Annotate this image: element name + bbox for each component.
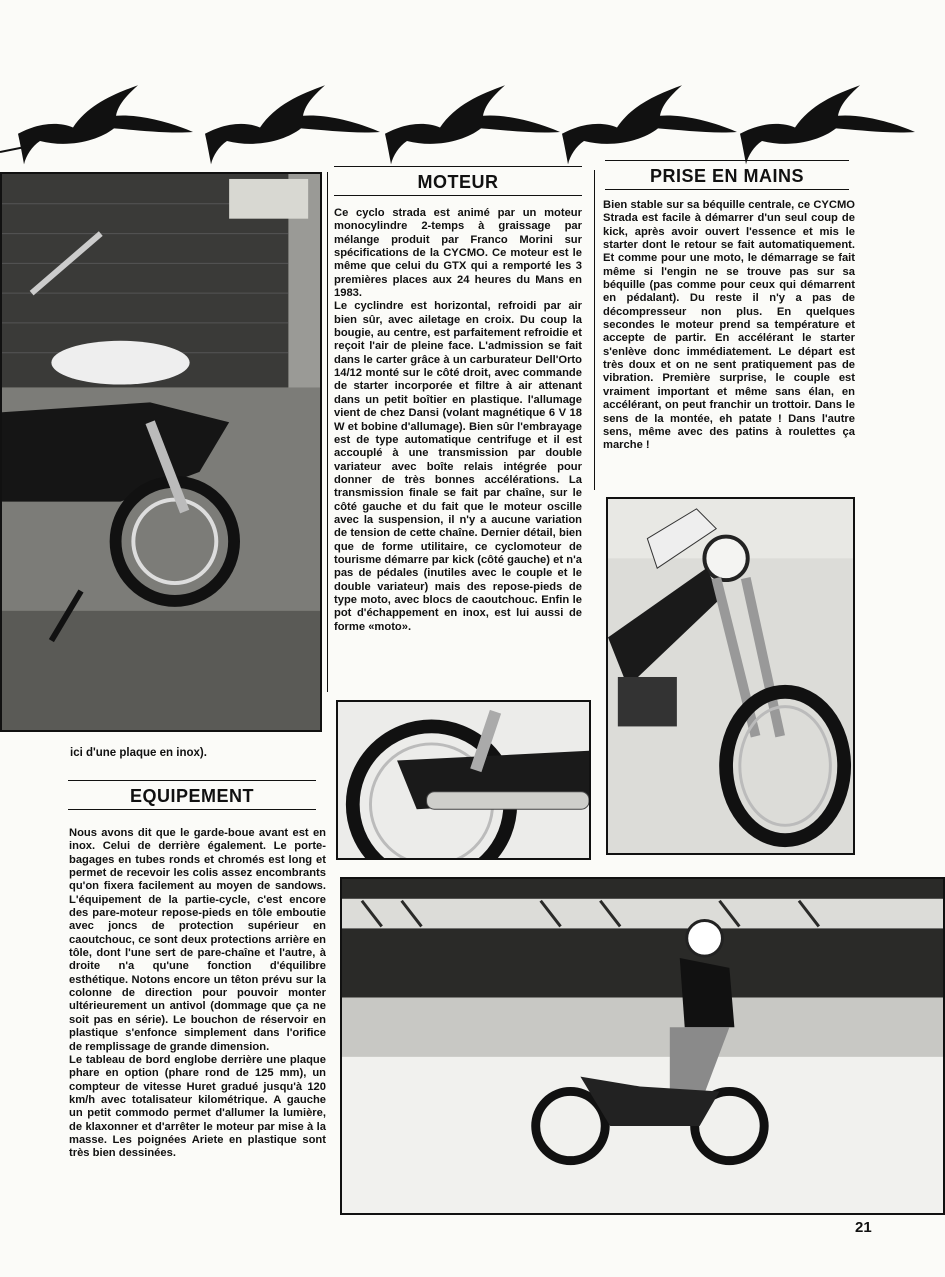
prise-en-mains-heading: PRISE EN MAINS xyxy=(605,160,849,190)
moteur-paragraph: Le cyclindre est horizontal, refroidi par air bien sûr, avec ailetage en croix. Du coup la bougie, au centre, est parfaitement refroidie et reçoit l'air de pleine face. L'admission se fait dans le carter grâce à un carburateur Dell'Orto 14/12 monté sur le côté droit, avec commande de starter incorporée et filtre à air attenant dans un petit boîtier en plastique. l'allumage vient de chez Dansi (volant magnétique 6 V 18 W et bobine d'allumage). Bien sûr l'embrayage est de type automatique centrifuge et il est accouplé à une transmission par double variateur avec boîte relais intégrée pour donner de très bonnes accélérations. La transmission finale se fait par chaîne, sur le côté gauche et du fait que le moteur oscille avec la suspension, il n'y a aucune variation de tension de cette chaîne. Dernier détail, bien que de forme utilitaire, ce cyclomoteur de tourisme démarre par kick (côté gauche) et n'a pas de pédales (inutiles avec le couple et le double variateur) mais des repose-pieds de type moto, avec blocs de caoutchouc. Enfin le pot d'échappement en inox, est lui aussi de forme «moto». xyxy=(334,300,582,633)
page-number: 21 xyxy=(855,1219,872,1236)
equipement-heading: EQUIPEMENT xyxy=(68,780,316,810)
gazelle-icon xyxy=(385,85,560,164)
prise-en-mains-paragraph: Bien stable sur sa béquille centrale, ce CYCMO Strada est facile à démarrer d'un seul coup de kick, après avoir ouvert l'essence et mis le starter dont le retour se fait automatiquement. Et comme pour une moto, le démarrage se fait même si l'engin ne se trouve pas sur sa béquille (pas comme pour ceux qui démarrent en pédalant). Du reste il n'y a pas de décompresseur non plus. En quelques secondes le moteur prend sa température et accepte de partir. En accélérant le starter s'enlève donc immédiatement. Le départ est très doux et on ne sent pratiquement pas de vibration. Première surprise, le couple est vraiment important et même sans élan, en accélérant, on peut franchir un trottoir. Dans le sens de la montée, eh patate ! Dans l'autre sens, même avec des patins à roulettes ça marche ! xyxy=(603,199,855,452)
column-divider xyxy=(594,170,595,490)
moteur-paragraph: Ce cyclo strada est animé par un moteur monocylindre 2-temps à graissage par mélange produit par Franco Morini sur spécifications de la CYCMO. Ce moteur est le même que celui du GTX qui a remporté les 3 premières places aux 24 heures du Mans en 1983. xyxy=(334,207,582,300)
photo-rear-wheel-closeup xyxy=(336,700,591,860)
moteur-heading: MOTEUR xyxy=(334,166,582,196)
column-divider xyxy=(327,172,328,692)
equipement-paragraph: Nous avons dit que le garde-boue avant est en inox. Celui de derrière également. Le porte-bagages en tubes ronds et chromés est long et permet de recevoir les colis assez encombrants qu'on fixera facilement au moyen de sandows. L'équipement de la partie-cycle, c'est encore des pare-moteur repose-pieds en tôle emboutie avec joncs de protection supérieur en caoutchouc, ce sont deux protections arrière en tôle, dont l'une sert de pare-chaîne et l'autre, à droite n'a qu'une fonction d'équilibre esthétique. Notons encore un têton prévu sur la colonne de direction pour pouvoir monter ultérieurement un antivol (dommage que ça ne soit pas en série). Le bouchon de réservoir en plastique s'enfonce simplement dans l'orifice de remplissage de grande dimension. xyxy=(69,827,326,1053)
equipement-paragraph: Le tableau de bord englobe derrière une plaque phare en option (phare rond de 125 mm), un compteur de vitesse Huret gradué jusqu'à 120 km/h avec totalisateur kilométrique. A gauche un petit commodo permet d'allumer la lumière, de klaxonner et d'arrêter le moteur par mise à la masse. Les poignées Ariete en plastique sont très bien dessinées. xyxy=(69,1053,326,1160)
equipement-body xyxy=(69,827,326,1161)
continued-caption: ici d'une plaque en inox). xyxy=(70,747,207,759)
gazelle-icon xyxy=(18,85,193,164)
gazelle-logo-banner xyxy=(0,60,945,170)
photo-rider-on-moped xyxy=(340,877,945,1215)
photo-moped-brick-wall xyxy=(0,172,322,732)
photo-moped-front xyxy=(606,497,855,855)
gazelle-icon xyxy=(562,85,737,164)
moteur-body xyxy=(334,207,582,634)
prise-en-mains-body xyxy=(603,199,855,453)
gazelle-icon xyxy=(740,85,915,164)
gazelle-icon xyxy=(205,85,380,164)
